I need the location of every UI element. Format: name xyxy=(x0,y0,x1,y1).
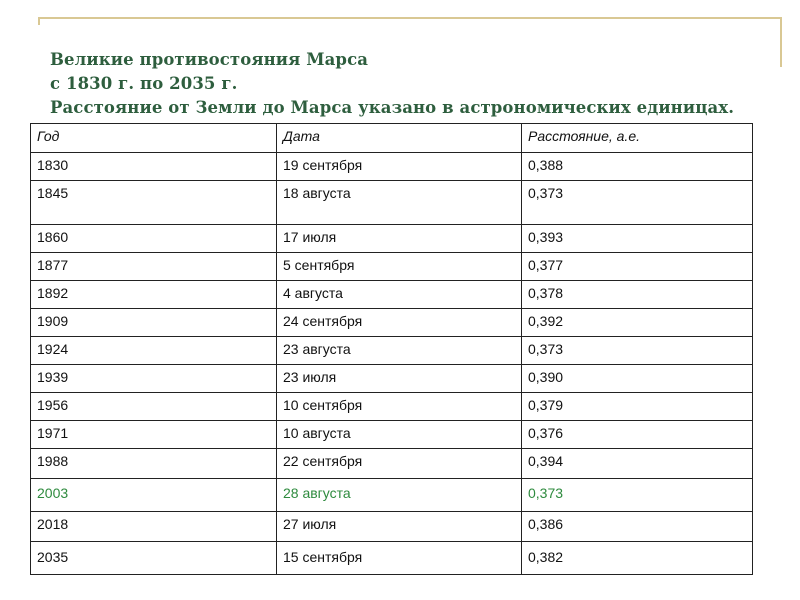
cell-date: 23 июля xyxy=(277,365,522,393)
title-line-3: Расстояние от Земли до Марса указано в астрономических единицах. xyxy=(50,98,735,117)
cell-date: 5 сентября xyxy=(277,253,522,281)
table-row xyxy=(31,153,753,181)
cell-date: 17 июля xyxy=(277,225,522,253)
cell-date: 10 августа xyxy=(277,421,522,449)
cell-distance: 0,388 xyxy=(522,153,753,181)
table-row xyxy=(31,225,753,253)
table-row xyxy=(31,365,753,393)
cell-year: 2018 xyxy=(31,512,277,542)
header-distance: Расстояние, а.е. xyxy=(522,124,753,153)
cell-year: 1877 xyxy=(31,253,277,281)
cell-distance: 0,386 xyxy=(522,512,753,542)
decorative-frame-right xyxy=(780,17,782,67)
cell-distance: 0,378 xyxy=(522,281,753,309)
cell-date: 23 августа xyxy=(277,337,522,365)
table-row-highlighted xyxy=(31,479,753,512)
cell-distance: 0,382 xyxy=(522,542,753,575)
decorative-frame-top xyxy=(38,17,781,19)
cell-year: 1924 xyxy=(31,337,277,365)
title-line-1: Великие противостояния Марса xyxy=(50,50,369,69)
decorative-frame-left xyxy=(38,17,40,25)
cell-year: 1939 xyxy=(31,365,277,393)
cell-distance: 0,373 xyxy=(522,337,753,365)
cell-distance: 0,390 xyxy=(522,365,753,393)
cell-date: 27 июля xyxy=(277,512,522,542)
cell-date: 19 сентября xyxy=(277,153,522,181)
cell-year: 1988 xyxy=(31,449,277,479)
table-row xyxy=(31,309,753,337)
cell-distance: 0,376 xyxy=(522,421,753,449)
cell-date: 28 августа xyxy=(277,479,522,512)
cell-date: 24 сентября xyxy=(277,309,522,337)
cell-date: 4 августа xyxy=(277,281,522,309)
cell-date: 15 сентября xyxy=(277,542,522,575)
header-date: Дата xyxy=(277,124,522,153)
table-row xyxy=(31,337,753,365)
table-row xyxy=(31,393,753,421)
cell-year: 1909 xyxy=(31,309,277,337)
cell-year: 1971 xyxy=(31,421,277,449)
slide-title xyxy=(50,48,770,120)
cell-year: 1845 xyxy=(31,181,277,225)
table-row xyxy=(31,421,753,449)
cell-distance: 0,373 xyxy=(522,479,753,512)
cell-year: 1830 xyxy=(31,153,277,181)
mars-oppositions-table xyxy=(30,123,753,575)
cell-date: 18 августа xyxy=(277,181,522,225)
cell-year: 1892 xyxy=(31,281,277,309)
table-row xyxy=(31,281,753,309)
cell-date: 22 сентября xyxy=(277,449,522,479)
cell-year: 1956 xyxy=(31,393,277,421)
cell-year: 1860 xyxy=(31,225,277,253)
cell-distance: 0,377 xyxy=(522,253,753,281)
table-row xyxy=(31,253,753,281)
cell-date: 10 сентября xyxy=(277,393,522,421)
cell-distance: 0,379 xyxy=(522,393,753,421)
cell-distance: 0,392 xyxy=(522,309,753,337)
header-year: Год xyxy=(31,124,277,153)
cell-distance: 0,393 xyxy=(522,225,753,253)
cell-distance: 0,394 xyxy=(522,449,753,479)
table-row xyxy=(31,512,753,542)
table-row xyxy=(31,449,753,479)
table-row xyxy=(31,542,753,575)
cell-year: 2003 xyxy=(31,479,277,512)
table-row xyxy=(31,181,753,225)
table-header-row xyxy=(31,124,753,153)
cell-distance: 0,373 xyxy=(522,181,753,225)
title-line-2: с 1830 г. по 2035 г. xyxy=(50,74,238,93)
cell-year: 2035 xyxy=(31,542,277,575)
